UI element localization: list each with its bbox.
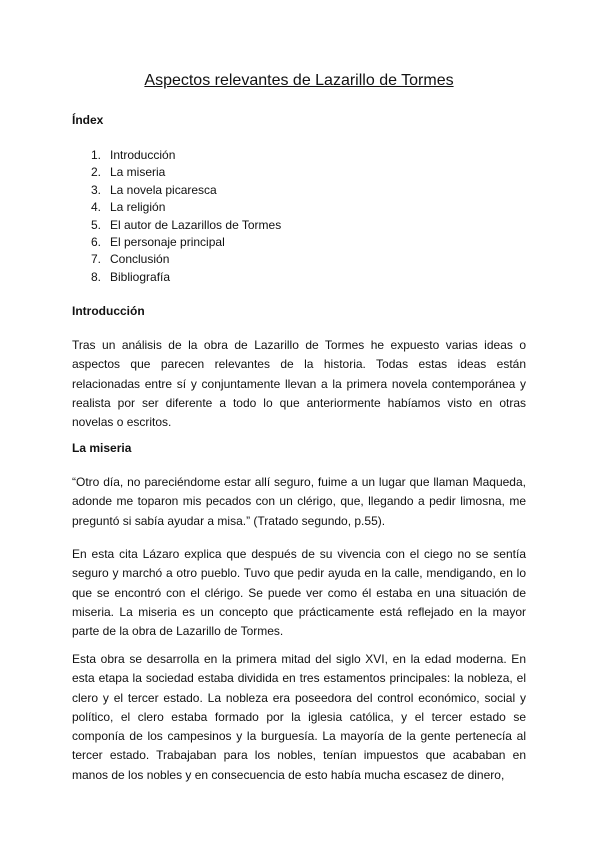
intro-heading: Introducción (72, 304, 145, 318)
list-label: La novela picaresca (110, 182, 217, 197)
list-label: La religión (110, 200, 166, 215)
list-number: 2. (90, 165, 101, 180)
list-item (72, 251, 281, 268)
list-number: 7. (90, 252, 101, 267)
list-label: El personaje principal (110, 234, 225, 249)
list-number: 3. (90, 182, 101, 197)
list-item (72, 182, 281, 199)
list-label: Conclusión (110, 252, 170, 267)
miseria-paragraph-1: En esta cita Lázaro explica que después de su vivencia con el ciego no se sentía seguro y marchó a otro pueblo. Tuvo que pedir ayuda en la calle, mendigando, en lo que se encontró con el clérigo. Se puede ver como él estaba en una situación de miseria. La miseria es un concepto que prácticamente está reflejado en la mayor parte de la obra de Lazarillo de Tormes. (72, 547, 526, 639)
list-item (72, 269, 281, 286)
list-item (72, 199, 281, 216)
list-label: El autor de Lazarillos de Tormes (110, 217, 282, 232)
list-item (72, 164, 281, 181)
list-label: Bibliografía (110, 269, 171, 284)
list-label: Introducción (110, 148, 176, 162)
document-title: Aspectos relevantes de Lazarillo de Tormes (144, 72, 454, 89)
list-item (72, 217, 281, 234)
miseria-heading: La miseria (72, 441, 132, 455)
list-item (72, 147, 281, 164)
list-number: 6. (90, 234, 101, 249)
intro-paragraph: Tras un análisis de la obra de Lazarillo de Tormes he expuesto varias ideas o aspectos que parecen relevantes de la historia. Todas estas ideas están relacionadas entre sí y conjuntamente llevan a la primera novela contemporánea y realista por ser diferente a todo lo que anteriormente habíamos visto en otras novelas o escritos. (72, 338, 526, 430)
miseria-quote: “Otro día, no pareciéndome estar allí seguro, fuime a un lugar que llaman Maqueda, adonde me toparon mis pecados con un clérigo, que, llegando a pedir limosna, me preguntó si sabía ayudar a misa.” (Tratado segundo, p.55). (72, 475, 526, 528)
index-heading: Índex (72, 113, 104, 127)
list-number: 8. (90, 269, 101, 284)
list-number: 5. (90, 217, 101, 232)
miseria-paragraph-2: Esta obra se desarrolla en la primera mitad del siglo XVI, en la edad moderna. En esta etapa la sociedad estaba dividida en tres estamentos principales: la nobleza, el clero y el tercer estado. La nobleza era poseedora del control económico, social y político, el clero estaba formado por la iglesia católica, y el tercer estado se componía de los campesinos y la burguesía. La mayoría de la gente pertenecía al tercer estado. Trabajaban para los nobles, tenían impuestos que acababan en manos de los nobles y en consecuencia de esto había mucha escasez de dinero, (72, 652, 526, 782)
index-list (72, 147, 281, 286)
list-number: 4. (90, 200, 101, 215)
list-item (72, 234, 281, 251)
list-label: La miseria (110, 165, 166, 180)
list-number: 1. (90, 148, 101, 162)
